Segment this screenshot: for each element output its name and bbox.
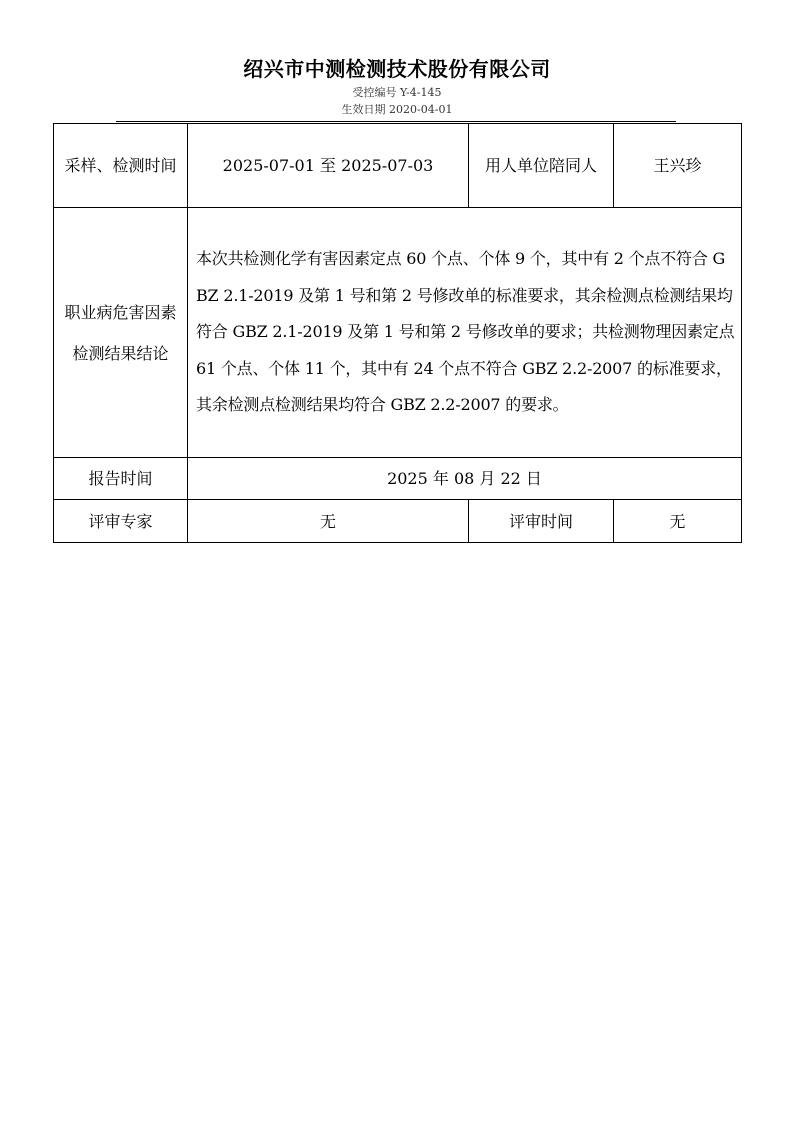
table-row-review <box>54 500 742 543</box>
review-expert-value: 无 <box>188 500 469 543</box>
review-time-label: 评审时间 <box>469 500 614 543</box>
control-number: 受控编号 Y-4-145 <box>352 86 442 99</box>
review-time-value: 无 <box>614 500 742 543</box>
sampling-time-value: 2025-07-01 至 2025-07-03 <box>188 124 469 208</box>
escort-value: 王兴珍 <box>614 124 742 208</box>
report-time-label: 报告时间 <box>54 458 188 500</box>
report-table <box>53 123 742 543</box>
escort-label: 用人单位陪同人 <box>469 124 614 208</box>
conclusion-label: 职业病危害因素检测结果结论 <box>54 208 188 458</box>
sampling-time-label: 采样、检测时间 <box>54 124 188 208</box>
table-row-report-time <box>54 458 742 500</box>
review-expert-label: 评审专家 <box>54 500 188 543</box>
effective-date: 生效日期 2020-04-01 <box>341 103 453 116</box>
header-divider <box>116 121 676 122</box>
table-row-sampling <box>54 124 742 208</box>
report-time-value: 2025 年 08 月 22 日 <box>188 458 742 500</box>
conclusion-text: 本次共检测化学有害因素定点 60 个点、个体 9 个，其中有 2 个点不符合 GBZ 2.1-2019 及第 1 号和第 2 号修改单的标准要求，其余检测点检测结果均符合 GBZ 2.1-2019 及第 1 号和第 2 号修改单的要求；共检测物理因素定点 61 个点、个体 11 个，其中有 24 个点不符合 GBZ 2.2-2007 的标准要求，其余检测点检测结果均符合 GBZ 2.2-2007 的要求。 <box>188 208 742 458</box>
company-title: 绍兴市中测检测技术股份有限公司 <box>243 57 551 81</box>
document-header <box>0 54 794 118</box>
table-row-conclusion <box>54 208 742 458</box>
